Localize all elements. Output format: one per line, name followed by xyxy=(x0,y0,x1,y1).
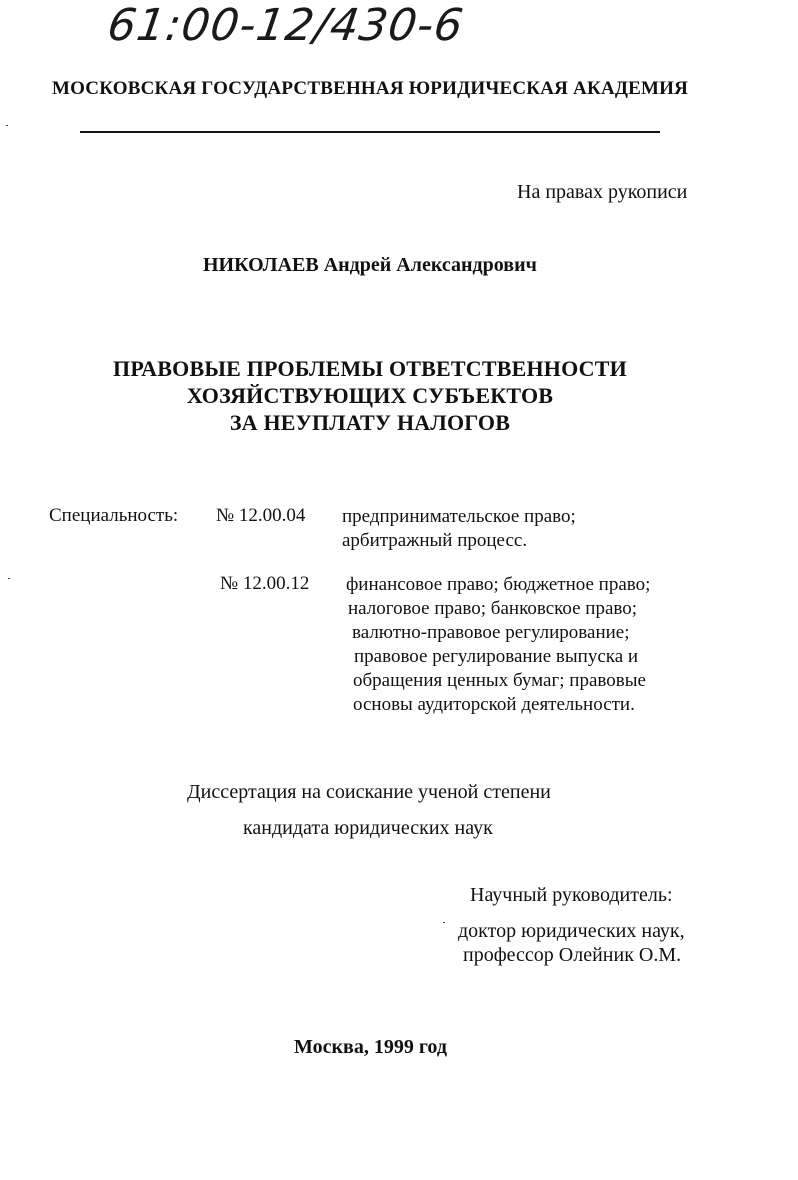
academy-name: МОСКОВСКАЯ ГОСУДАРСТВЕННАЯ ЮРИДИЧЕСКАЯ АКАДЕМИЯ xyxy=(51,78,689,99)
specialty-description xyxy=(346,573,650,717)
scan-speck xyxy=(6,125,8,126)
place-and-year: Москва, 1999 год xyxy=(294,1036,447,1058)
specialty-description-line: основы аудиторской деятельности. xyxy=(353,694,635,715)
specialty-description-line: арбитражный процесс. xyxy=(342,530,528,551)
dissertation-degree-line: кандидата юридических наук xyxy=(243,817,493,839)
title-line: ЗА НЕУПЛАТУ НАЛОГОВ xyxy=(229,410,511,435)
manuscript-note: На правах рукописи xyxy=(517,181,688,203)
title-line: ХОЗЯЙСТВУЮЩИХ СУБЪЕКТОВ xyxy=(186,383,554,408)
specialty-label: Специальность: xyxy=(49,505,179,526)
supervisor-name: профессор Олейник О.М. xyxy=(463,944,682,966)
dissertation-title xyxy=(0,355,740,436)
specialty-description-line: финансовое право; бюджетное право; xyxy=(346,574,651,595)
specialty-description-line: правовое регулирование выпуска и xyxy=(354,646,639,667)
title-line: ПРАВОВЫЕ ПРОБЛЕМЫ ОТВЕТСТВЕННОСТИ xyxy=(113,356,627,381)
specialty-description xyxy=(342,505,576,553)
dissertation-degree-line: Диссертация на соискание ученой степени xyxy=(187,781,551,803)
supervisor-degree: доктор юридических наук, xyxy=(458,920,685,942)
scan-speck xyxy=(8,578,10,579)
specialty-description-line: обращения ценных бумаг; правовые xyxy=(353,670,646,691)
specialty-description-line: налоговое право; банковское право; xyxy=(348,598,638,619)
specialty-number: № 12.00.12 xyxy=(220,573,310,594)
header-divider xyxy=(80,131,660,133)
scan-speck xyxy=(443,922,445,923)
specialty-description-line: валютно-правовое регулирование; xyxy=(352,622,630,643)
handwritten-archive-code: 61:00-12/430-6 xyxy=(104,0,467,51)
supervisor-label: Научный руководитель: xyxy=(470,884,673,906)
author-name: НИКОЛАЕВ Андрей Александрович xyxy=(203,254,537,276)
specialty-number: № 12.00.04 xyxy=(216,505,306,526)
specialty-description-line: предпринимательское право; xyxy=(342,506,576,527)
